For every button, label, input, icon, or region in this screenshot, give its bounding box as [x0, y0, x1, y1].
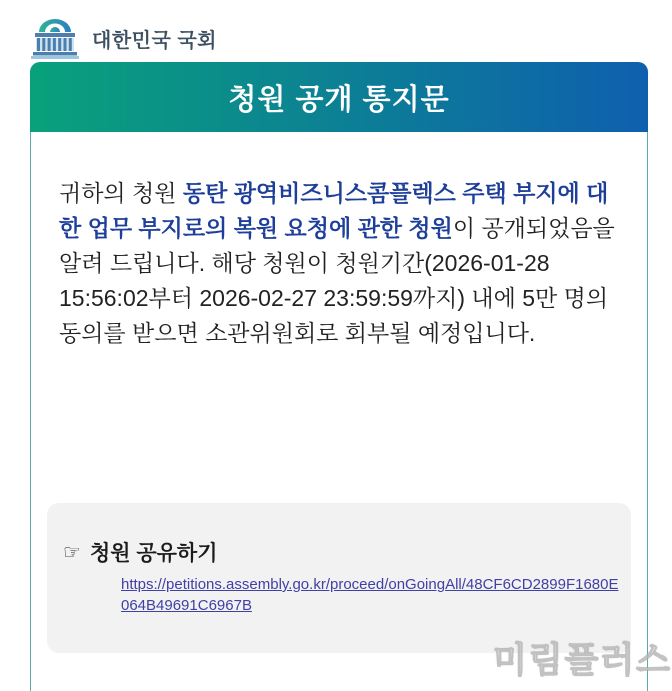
assembly-logo — [28, 16, 217, 60]
notice-text — [59, 176, 619, 351]
notice-text-suffix: 이 공개되었음을 알려 드립니다. 해당 청원이 청원기간(2026-01-28 15:56:02부터 2026-02-27 23:59:59까지) 내에 5만 명의 동의를 받으면 소관위원회로 회부될 예정입니다. — [59, 215, 615, 346]
watermark: 미림플러스 — [492, 641, 672, 680]
site-header — [0, 0, 672, 62]
share-heading-label: 청원 공유하기 — [89, 542, 218, 565]
notice-body — [30, 132, 648, 691]
notice-header — [30, 62, 648, 132]
share-heading — [63, 537, 631, 567]
assembly-building-icon — [28, 16, 82, 60]
pointing-hand-icon: ☞ — [63, 541, 81, 564]
notice-card — [30, 62, 648, 691]
logo-text: 대한민국 국회 — [92, 29, 217, 52]
petition-title: 동탄 광역비즈니스콤플렉스 주택 부지에 대한 업무 부지로의 복원 요청에 관한 청원 — [59, 180, 609, 241]
notice-title: 청원 공개 통지문 — [228, 83, 450, 116]
petition-share-link[interactable]: https://petitions.assembly.go.kr/proceed/onGoingAll/48CF6CD2899F1680E064B49691C6967B — [121, 576, 619, 614]
share-box — [47, 503, 631, 653]
notice-text-prefix: 귀하의 청원 — [59, 180, 183, 206]
